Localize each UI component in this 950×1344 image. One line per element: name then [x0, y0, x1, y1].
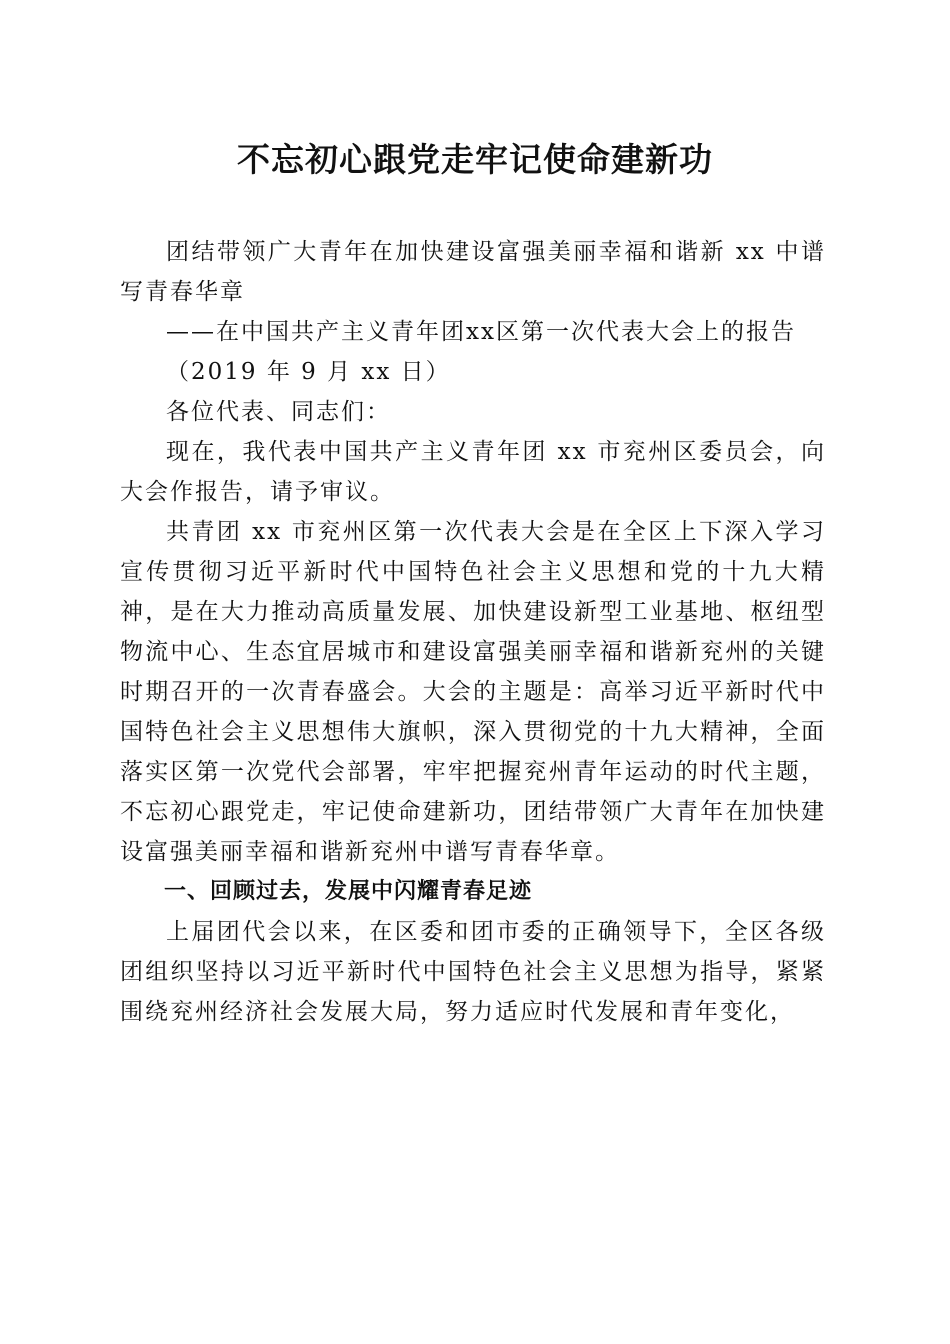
paragraph-congress-theme: 共青团 xx 市兖州区第一次代表大会是在全区上下深入学习宣传贯彻习近平新时代中国特色社会主义思想和党的十九大精神，是在大力推动高质量发展、加快建设新型工业基地、枢纽型物流中心、生态宜居城市和建设富强美丽幸福和谐新兖州的关键时期召开的一次青春盛会。大会的主题是：高举习近平新时代中国特色社会主义思想伟大旗帜，深入贯彻党的十九大精神，全面落实区第一次党代会部署，牢牢把握兖州青年运动的时代主题，不忘初心跟党走，牢记使命建新功，团结带领广大青年在加快建设富强美丽幸福和谐新兖州中谱写青春华章。 [120, 519, 826, 865]
section-heading: 一、回顾过去，发展中闪耀青春足迹 [164, 879, 533, 904]
report-occasion-line: ——在中国共产主义青年团xx区第一次代表大会上的报告 [166, 319, 796, 345]
paragraph-opening: 现在，我代表中国共产主义青年团 xx 市兖州区委员会，向大会作报告，请予审议。 [120, 439, 826, 505]
salutation: 各位代表、同志们： [166, 399, 391, 425]
document-body [120, 232, 826, 1032]
document-title: 不忘初心跟党走牢记使命建新功 [237, 140, 713, 179]
report-date-line: （2019 年 9 月 xx 日） [166, 359, 451, 385]
paragraph-review: 上届团代会以来，在区委和团市委的正确领导下，全区各级团组织坚持以习近平新时代中国特色社会主义思想为指导，紧紧围绕兖州经济社会发展大局，努力适应时代发展和青年变化， [120, 919, 826, 1025]
report-subtitle: 团结带领广大青年在加快建设富强美丽幸福和谐新 xx 中谱写青春华章 [120, 239, 826, 305]
